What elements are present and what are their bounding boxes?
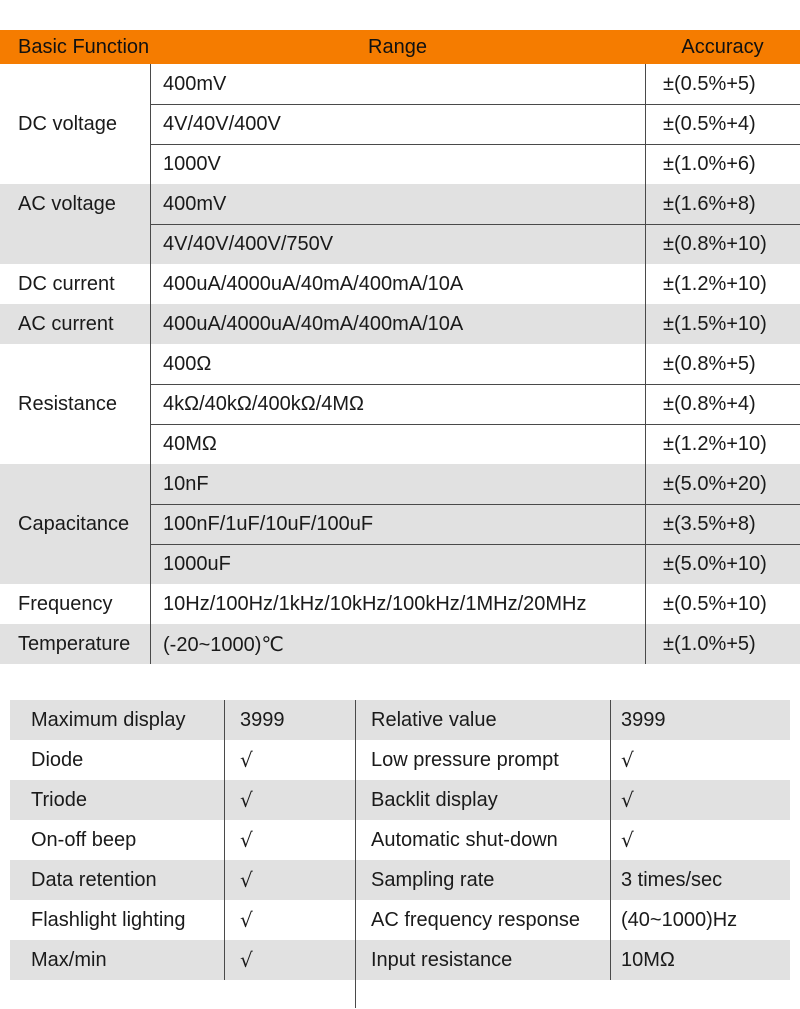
feature-value: 3999 bbox=[224, 700, 355, 740]
table-row bbox=[150, 624, 800, 664]
group-capacitance bbox=[0, 464, 800, 584]
accuracy-cell: ±(0.8%+10) bbox=[645, 225, 800, 264]
range-cell: 10nF bbox=[150, 464, 645, 504]
spec-table bbox=[0, 30, 800, 664]
feature-table bbox=[10, 700, 790, 980]
check-mark: √ bbox=[610, 820, 790, 860]
table-row bbox=[150, 384, 800, 424]
accuracy-cell: ±(5.0%+20) bbox=[645, 464, 800, 504]
accuracy-cell: ±(0.8%+4) bbox=[645, 385, 800, 424]
feature-value: (40~1000)Hz bbox=[610, 900, 790, 940]
function-label: DC current bbox=[18, 272, 115, 295]
range-cell: 400uA/4000uA/40mA/400mA/10A bbox=[150, 264, 645, 304]
range-cell: 400mV bbox=[150, 64, 645, 104]
range-cell: 400uA/4000uA/40mA/400mA/10A bbox=[150, 304, 645, 344]
range-cell: 4V/40V/400V/750V bbox=[150, 225, 645, 264]
table-row bbox=[150, 544, 800, 584]
function-label: Resistance bbox=[18, 392, 117, 415]
table-row bbox=[150, 184, 800, 224]
group-dc-current bbox=[0, 264, 800, 304]
feature-value: 10MΩ bbox=[610, 940, 790, 980]
range-cell: 40MΩ bbox=[150, 425, 645, 464]
check-mark: √ bbox=[224, 780, 355, 820]
accuracy-cell: ±(1.0%+6) bbox=[645, 145, 800, 184]
header-function: Basic Function bbox=[18, 35, 150, 58]
table-row bbox=[150, 264, 800, 304]
table-row bbox=[150, 344, 800, 384]
column-divider-stub bbox=[355, 980, 356, 1008]
group-frequency bbox=[0, 584, 800, 624]
table-row bbox=[150, 144, 800, 184]
accuracy-cell: ±(0.5%+4) bbox=[645, 105, 800, 144]
feature-label: Data retention bbox=[31, 868, 157, 891]
accuracy-cell: ±(3.5%+8) bbox=[645, 505, 800, 544]
group-ac-current bbox=[0, 304, 800, 344]
range-cell: (-20~1000)℃ bbox=[150, 624, 645, 664]
feature-value: 3 times/sec bbox=[610, 860, 790, 900]
range-cell: 10Hz/100Hz/1kHz/10kHz/100kHz/1MHz/20MHz bbox=[150, 584, 645, 624]
feature-label: Backlit display bbox=[355, 780, 610, 820]
feature-label: Max/min bbox=[31, 948, 107, 971]
feature-label: On-off beep bbox=[31, 828, 137, 851]
range-cell: 100nF/1uF/10uF/100uF bbox=[150, 505, 645, 544]
group-temperature bbox=[0, 624, 800, 664]
function-label: Frequency bbox=[18, 592, 113, 615]
accuracy-cell: ±(1.5%+10) bbox=[645, 304, 800, 344]
table-row bbox=[150, 424, 800, 464]
table-row bbox=[10, 820, 790, 860]
accuracy-cell: ±(0.8%+5) bbox=[645, 344, 800, 384]
function-label: Capacitance bbox=[18, 512, 130, 535]
feature-label: Maximum display bbox=[31, 708, 186, 731]
feature-label: Low pressure prompt bbox=[355, 740, 610, 780]
table-row bbox=[150, 224, 800, 264]
range-cell: 1000V bbox=[150, 145, 645, 184]
table-row bbox=[10, 900, 790, 940]
function-label: Temperature bbox=[18, 632, 131, 655]
range-cell: 400Ω bbox=[150, 344, 645, 384]
group-ac-voltage bbox=[0, 184, 800, 264]
feature-label: Sampling rate bbox=[355, 860, 610, 900]
table-row bbox=[150, 104, 800, 144]
table-row bbox=[10, 700, 790, 740]
range-cell: 1000uF bbox=[150, 545, 645, 584]
feature-label: Triode bbox=[31, 788, 87, 811]
check-mark: √ bbox=[224, 740, 355, 780]
check-mark: √ bbox=[224, 940, 355, 980]
spec-table-header bbox=[0, 30, 800, 64]
table-row bbox=[150, 304, 800, 344]
function-label: AC current bbox=[18, 312, 114, 335]
accuracy-cell: ±(0.5%+5) bbox=[645, 64, 800, 104]
header-accuracy: Accuracy bbox=[681, 35, 764, 58]
table-row bbox=[150, 584, 800, 624]
check-mark: √ bbox=[610, 780, 790, 820]
function-label: AC voltage bbox=[18, 193, 116, 215]
check-mark: √ bbox=[610, 740, 790, 780]
feature-label: Input resistance bbox=[355, 940, 610, 980]
table-row bbox=[10, 780, 790, 820]
feature-label: Diode bbox=[31, 748, 84, 771]
group-dc-voltage bbox=[0, 64, 800, 184]
accuracy-cell: ±(5.0%+10) bbox=[645, 545, 800, 584]
group-resistance bbox=[0, 344, 800, 464]
table-row bbox=[10, 940, 790, 980]
accuracy-cell: ±(0.5%+10) bbox=[645, 584, 800, 624]
table-row bbox=[150, 464, 800, 504]
table-row bbox=[10, 740, 790, 780]
function-label: DC voltage bbox=[18, 112, 117, 135]
accuracy-cell: ±(1.2%+10) bbox=[645, 264, 800, 304]
check-mark: √ bbox=[224, 900, 355, 940]
table-row bbox=[150, 64, 800, 104]
range-cell: 4V/40V/400V bbox=[150, 105, 645, 144]
accuracy-cell: ±(1.0%+5) bbox=[645, 624, 800, 664]
table-row bbox=[10, 860, 790, 900]
range-cell: 400mV bbox=[150, 184, 645, 224]
table-row bbox=[150, 504, 800, 544]
feature-label: Relative value bbox=[355, 700, 610, 740]
feature-label: Flashlight lighting bbox=[31, 908, 186, 931]
header-range: Range bbox=[368, 35, 427, 58]
check-mark: √ bbox=[224, 860, 355, 900]
accuracy-cell: ±(1.2%+10) bbox=[645, 425, 800, 464]
feature-value: 3999 bbox=[610, 700, 790, 740]
feature-label: AC frequency response bbox=[355, 900, 610, 940]
accuracy-cell: ±(1.6%+8) bbox=[645, 184, 800, 224]
range-cell: 4kΩ/40kΩ/400kΩ/4MΩ bbox=[150, 385, 645, 424]
check-mark: √ bbox=[224, 820, 355, 860]
feature-label: Automatic shut-down bbox=[355, 820, 610, 860]
